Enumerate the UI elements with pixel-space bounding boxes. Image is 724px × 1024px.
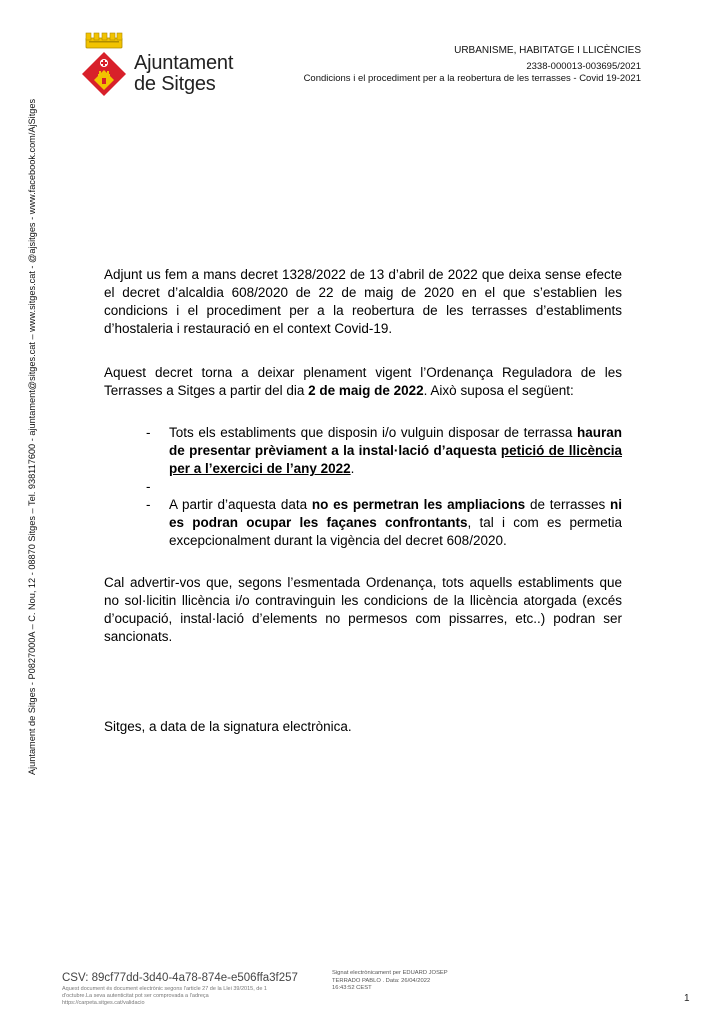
validation-url[interactable]: https://carpeta.sitges.cat/validacio [62,1000,145,1006]
bullet1-end: . [350,461,355,476]
bullet1-bold: hauran de presentar prèviament a la instal·lació d’aquesta [169,425,622,458]
bullet3-text-1: A partir d’aquesta data [169,497,312,512]
closing-line: Sitges, a data de la signatura electrònica. [104,719,352,734]
logo-line-2: de Sitges [134,73,216,95]
file-reference: 2338-000013-003695/2021 [526,61,641,72]
p2-date-bold: 2 de maig de 2022 [308,383,424,398]
document-subject: Condicions i el procediment per a la reobertura de les terrasses - Covid 19-2021 [303,73,641,84]
bullet3-bold-2: ni es podran ocupar les façanes confrontants [169,497,622,530]
sitges-logo [80,30,250,100]
document-header [304,45,641,85]
list-item [104,478,622,496]
csv-code: CSV: 89cf77dd-3d40-4a78-874e-e506ffa3f257 [62,972,298,984]
signature-line-2: TERRADO PABLO . Data: 26/04/2022 [332,977,431,984]
signature-line-3: 16:43:52 CEST [332,985,372,991]
p2-text-before: Aquest decret torna a deixar plenament vigent l’Ordenança Reguladora de les Terrasses a Sitges a partir del dia [104,365,622,398]
validation-note-line-2: d'octubre.La seva autenticitat pot ser comprovada a l'adreça [62,993,209,999]
list-item [104,424,622,478]
department-name: URBANISME, HABITATGE I LLICÈNCIES [454,45,641,56]
bullet3-bold-1: no es permetran les ampliacions [311,497,526,512]
validation-note [62,986,297,1007]
bullet-dash: - [146,497,151,512]
sidebar-contact-info: Ajuntament de Sitges - P0827000A – C. Nou, 12 - 08870 Sitges – Tel. 938117600 - ajuntament@sitges.cat – www.sitges.cat - @ajsitges - www.facebook.com/AjSitges [27,98,37,775]
paragraph-intro: Adjunt us fem a mans decret 1328/2022 de 13 d’abril de 2022 que deixa sense efecte el decret d’alcaldia 608/2020 de 22 de maig de 2020 en el que s’establien les condicions i el procediment per a la reobertura de les terrasses d’establiments d’hostaleria i restauració en el context Covid-19. [104,267,622,336]
page-number: 1 [684,993,690,1004]
list-item [104,496,622,550]
bullet-dash: - [146,479,151,494]
electronic-signature [332,970,472,993]
letter-body [104,266,622,736]
signature-line-1: Signat electrònicament per EDUARD JOSEP [332,970,448,976]
logo-line-1: Ajuntament [134,52,234,74]
requirements-list [104,424,622,550]
bullet-dash: - [146,425,151,440]
bullet1-text: Tots els establiments que disposin i/o vulguin disposar de terrassa [169,425,577,440]
paragraph-ordinance [104,364,622,400]
bullet1-underlined: petició de llicència per a l’exercici de l’any 2022 [169,443,622,476]
coat-of-arms-icon [80,30,130,100]
bullet3-text-3: , tal i com es permetia excepcionalment durant la vigència del decret 608/2020. [169,515,623,548]
p2-text-after: . Això suposa el següent: [423,383,574,398]
validation-note-line-1: Aquest document és document electrònic segons l'article 27 de la Llei 39/2015, de 1 [62,986,267,992]
bullet3-text-2: de terrasses [525,497,610,512]
logo-wordmark [134,53,233,95]
paragraph-warning: Cal advertir-vos que, segons l’esmentada Ordenança, tots aquells establiments que no sol·licitin llicència i/o contravinguin les condicions de la llicència atorgada (excés d’ocupació, instal·lació d’elements no permesos com pissarres, etc..) podran ser sancionats. [104,575,622,644]
